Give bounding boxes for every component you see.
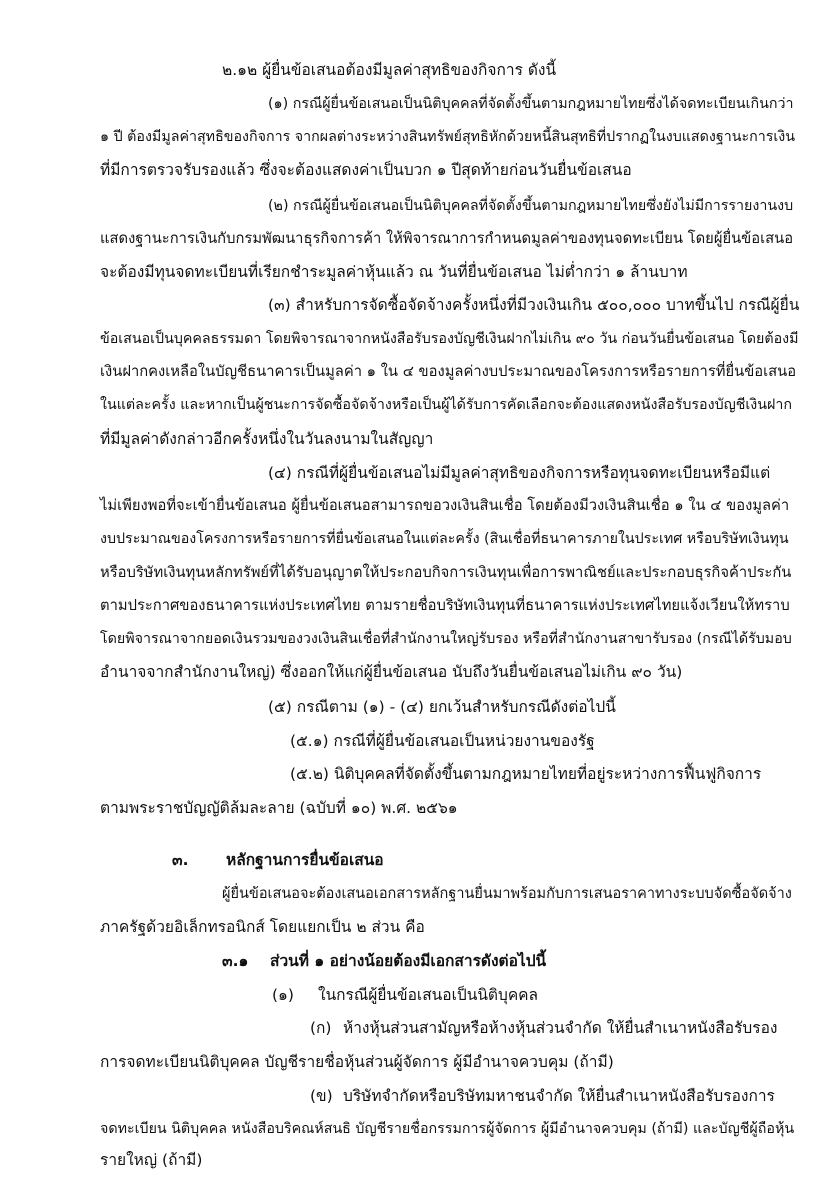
item-b-number: (ข)	[310, 1087, 333, 1105]
item3-line2: ข้อเสนอเป็นบุคคลธรรมดา โดยพิจารณาจากหนังสือรับรองบัญชีเงินฝากไม่เกิน ๙๐ วัน ก่อนวันยื่นข้อเสนอ โดยต้องมี	[100, 331, 799, 347]
sub-3-1-item1-number: (๑)	[272, 986, 294, 1004]
item3-line4: ในแต่ละครั้ง และหากเป็นผู้ชนะการจัดซื้อจัดจ้างหรือเป็นผู้ได้รับการคัดเลือกจะต้องแสดงหนังสือรับรองบัญชีเงินฝาก	[100, 397, 792, 413]
item1-line2: ๑ ปี ต้องมีมูลค่าสุทธิของกิจการ จากผลต่างระหว่างสินทรัพย์สุทธิหักด้วยหนี้สินสุทธิที่ปรากฏในงบแสดงฐานะการเงิน	[100, 129, 795, 145]
item-a-number: (ก)	[310, 1019, 332, 1037]
item5-2-line1: (๕.๒) นิติบุคคลที่จัดตั้งขึ้นตามกฎหมายไทยที่อยู่ระหว่างการฟื้นฟูกิจการ	[290, 765, 762, 783]
sub-3-1-number: ๓.๑	[222, 952, 249, 970]
item4-line7: อำนาจจากสำนักงานใหญ่) ซึ่งออกให้แก่ผู้ยื่นข้อเสนอ นับถึงวันยื่นข้อเสนอไม่เกิน ๙๐ วัน)	[100, 663, 683, 681]
item1-line3: ที่มีการตรวจรับรองแล้ว ซึ่งจะต้องแสดงค่าเป็นบวก ๑ ปีสุดท้ายก่อนวันยื่นข้อเสนอ	[100, 161, 632, 179]
item-a-line1: ห้างหุ้นส่วนสามัญหรือห้างหุ้นส่วนจำกัด ให้ยื่นสำเนาหนังสือรับรอง	[343, 1019, 778, 1037]
item4-line6: โดยพิจารณาจากยอดเงินรวมของวงเงินสินเชื่อที่สำนักงานใหญ่รับรอง หรือที่สำนักงานสาขารับรอง (กรณีได้รับมอบ	[100, 631, 792, 647]
item5-1-line: (๕.๑) กรณีที่ผู้ยื่นข้อเสนอเป็นหน่วยงานของรัฐ	[290, 732, 595, 750]
item3-line3: เงินฝากคงเหลือในบัญชีธนาคารเป็นมูลค่า ๑ ใน ๔ ของมูลค่างบประมาณของโครงการหรือรายการที่ยื่นข้อเสนอ	[100, 363, 797, 380]
item3-line5: ที่มีมูลค่าดังกล่าวอีกครั้งหนึ่งในวันลงนามในสัญญา	[100, 430, 434, 448]
item4-line4: หรือบริษัทเงินทุนหลักทรัพย์ที่ได้รับอนุญาตให้ประกอบกิจการเงินทุนเพื่อการพาณิชย์และประกอบธุรกิจค้าประกัน	[100, 564, 792, 581]
section-2-12-heading: ๒.๑๒ ผู้ยื่นข้อเสนอต้องมีมูลค่าสุทธิของกิจการ ดังนี้	[222, 61, 557, 79]
section-3-intro-line2: ภาครัฐด้วยอิเล็กทรอนิกส์ โดยแยกเป็น ๒ ส่วน คือ	[100, 918, 425, 936]
item3-line1: (๓) สำหรับการจัดซื้อจัดจ้างครั้งหนึ่งที่มีวงเงินเกิน ๕๐๐,๐๐๐ บาทขึ้นไป กรณีผู้ยื่น	[268, 296, 800, 314]
section-3-number: ๓.	[172, 851, 189, 869]
section-3-heading: หลักฐานการยื่นข้อเสนอ	[226, 851, 384, 869]
item4-line2: ไม่เพียงพอที่จะเข้ายื่นข้อเสนอ ผู้ยื่นข้อเสนอสามารถขอวงเงินสินเชื่อ โดยต้องมีวงเงินสินเชื่อ ๑ ใน ๔ ของมูลค่า	[100, 497, 790, 514]
sub-3-1-item1-text: ในกรณีผู้ยื่นข้อเสนอเป็นนิติบุคคล	[318, 986, 539, 1004]
item4-line1: (๔) กรณีที่ผู้ยื่นข้อเสนอไม่มีมูลค่าสุทธิของกิจการหรือทุนจดทะเบียนหรือมีแต่	[268, 464, 771, 482]
item-b-line1: บริษัทจำกัดหรือบริษัทมหาชนจำกัด ให้ยื่นสำเนาหนังสือรับรองการ	[343, 1087, 775, 1105]
item5-line: (๕) กรณีตาม (๑) - (๔) ยกเว้นสำหรับกรณีดังต่อไปนี้	[268, 698, 616, 716]
item1-line1: (๑) กรณีผู้ยื่นข้อเสนอเป็นนิติบุคคลที่จัดตั้งขึ้นตามกฎหมายไทยซึ่งได้จดทะเบียนเกินกว่า	[268, 96, 794, 112]
item-b-line3: รายใหญ่ (ถ้ามี)	[100, 1151, 203, 1169]
item5-2-line2: ตามพระราชบัญญัติล้มละลาย (ฉบับที่ ๑๐) พ.ศ. ๒๕๖๑	[100, 799, 458, 817]
item2-line3: จะต้องมีทุนจดทะเบียนที่เรียกชำระมูลค่าหุ้นแล้ว ณ วันที่ยื่นข้อเสนอ ไม่ต่ำกว่า ๑ ล้านบาท	[100, 263, 688, 281]
item4-line3: งบประมาณของโครงการหรือรายการที่ยื่นข้อเสนอในแต่ละครั้ง (สินเชื่อที่ธนาคารภายในประเทศ หรือบริษัทเงินทุน	[100, 531, 789, 547]
item-b-line2: จดทะเบียน นิติบุคคล หนังสือบริคณห์สนธิ บัญชีรายชื่อกรรมการผู้จัดการ ผู้มีอำนาจควบคุม (ถ้ามี) และบัญชีผู้ถือหุ้น	[100, 1121, 795, 1137]
item2-line2: แสดงฐานะการเงินกับกรมพัฒนาธุรกิจการค้า ให้พิจารณาการกำหนดมูลค่าของทุนจดทะเบียน โดยผู้ยื่นข้อเสนอ	[100, 230, 794, 247]
item2-line1: (๒) กรณีผู้ยื่นข้อเสนอเป็นนิติบุคคลที่จัดตั้งขึ้นตามกฎหมายไทยซึ่งยังไม่มีการรายงานงบ	[268, 198, 794, 214]
item4-line5: ตามประกาศของธนาคารแห่งประเทศไทย ตามรายชื่อบริษัทเงินทุนที่ธนาคารแห่งประเทศไทยแจ้งเวียนให้ทราบ	[100, 597, 790, 614]
sub-3-1-heading: ส่วนที่ ๑ อย่างน้อยต้องมีเอกสารดังต่อไปนี้	[270, 952, 547, 970]
section-3-intro-line1: ผู้ยื่นข้อเสนอจะต้องเสนอเอกสารหลักฐานยื่นมาพร้อมกับการเสนอราคาทางระบบจัดซื้อจัดจ้าง	[222, 886, 792, 902]
item-a-line2: การจดทะเบียนนิติบุคคล บัญชีรายชื่อหุ้นส่วนผู้จัดการ ผู้มีอำนาจควบคุม (ถ้ามี)	[100, 1053, 614, 1071]
